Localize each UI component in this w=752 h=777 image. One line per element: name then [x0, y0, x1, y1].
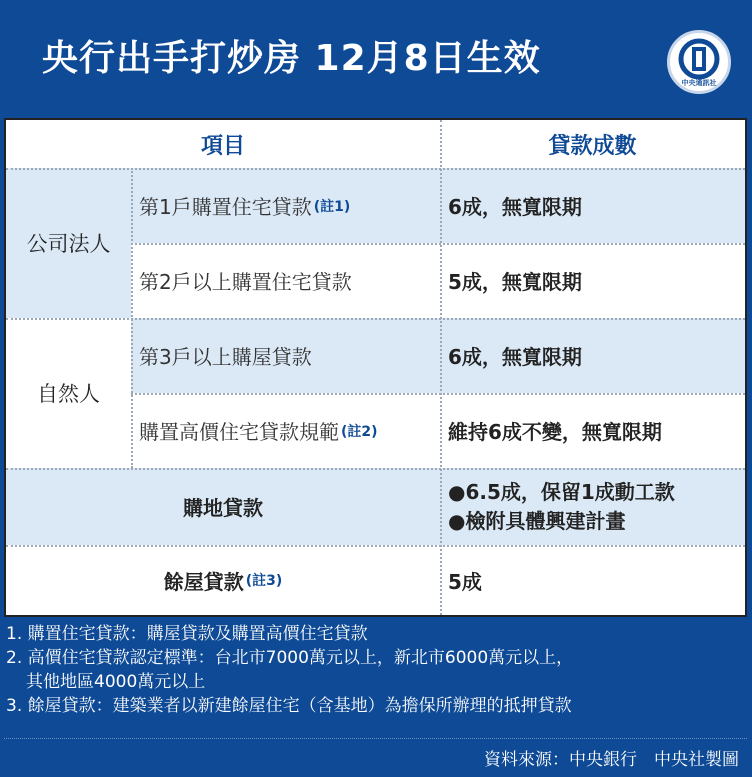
row-divider: [6, 468, 745, 470]
item-label: 第2戶以上購置住宅貸款: [139, 270, 352, 294]
leftover-loan-label: [6, 545, 440, 615]
item-label: 購置高價住宅貸款規範: [139, 420, 339, 444]
item-label: 第3戶以上購屋貸款: [139, 345, 312, 369]
footnote-3: 3. 餘屋貸款：建築業者以新建餘屋住宅（含基地）為擔保所辦理的抵押貸款: [6, 696, 572, 716]
header-banner: [0, 0, 752, 118]
item-note: (註1): [313, 198, 351, 215]
item-label: 第1戶購置住宅貸款: [139, 195, 312, 219]
land-loan-label: 購地貸款: [6, 468, 440, 545]
column-header-item: 項目: [6, 120, 440, 168]
logo-caption: 中央通訊社: [681, 79, 717, 87]
category-person: 自然人: [6, 318, 131, 468]
loan-ratio-table: [4, 118, 747, 617]
leftover-loan-text: 餘屋貸款: [163, 569, 244, 594]
leftover-loan-note: (註3): [245, 573, 283, 589]
row-divider: [131, 393, 745, 395]
table-row-item: [131, 243, 440, 318]
item-note: (註2): [341, 423, 378, 440]
footnote-1: 1. 購置住宅貸款：購屋貸款及購置高價住宅貸款: [6, 624, 368, 644]
leftover-loan-value: 5成: [440, 545, 745, 615]
land-loan-value: [440, 468, 745, 545]
page-title: 央行出手打炒房 12月8日生效: [42, 38, 541, 79]
row-divider: [6, 318, 745, 320]
row-divider: [6, 168, 745, 170]
table-row-value: 維持6成不變，無寬限期: [440, 393, 745, 468]
row-divider: [6, 545, 745, 547]
column-divider: [440, 120, 442, 615]
table-row-value: 6成，無寬限期: [440, 168, 745, 243]
source-credit: 資料來源：中央銀行 中央社製圖: [484, 750, 739, 770]
table-row-item: [131, 318, 440, 393]
table-row-value: 5成，無寬限期: [440, 243, 745, 318]
table-row-item: [131, 393, 440, 468]
footnotes: [6, 622, 746, 718]
table-row-value: 6成，無寬限期: [440, 318, 745, 393]
column-header-ratio: 貸款成數: [440, 120, 745, 168]
source-bar: [4, 738, 747, 774]
land-loan-line-2: ●檢附具體興建計畫: [448, 508, 626, 533]
cna-logo-icon: [667, 30, 731, 94]
land-loan-line-1: ●6.5成，保留1成動工款: [448, 479, 675, 504]
footnote-2-continued: 其他地區4000萬元以上: [26, 672, 206, 692]
table-row-item: [131, 168, 440, 243]
footnote-2: 2. 高價住宅貸款認定標準：台北市7000萬元以上，新北市6000萬元以上，: [6, 648, 574, 668]
category-company: 公司法人: [6, 168, 131, 318]
row-divider: [131, 243, 745, 245]
